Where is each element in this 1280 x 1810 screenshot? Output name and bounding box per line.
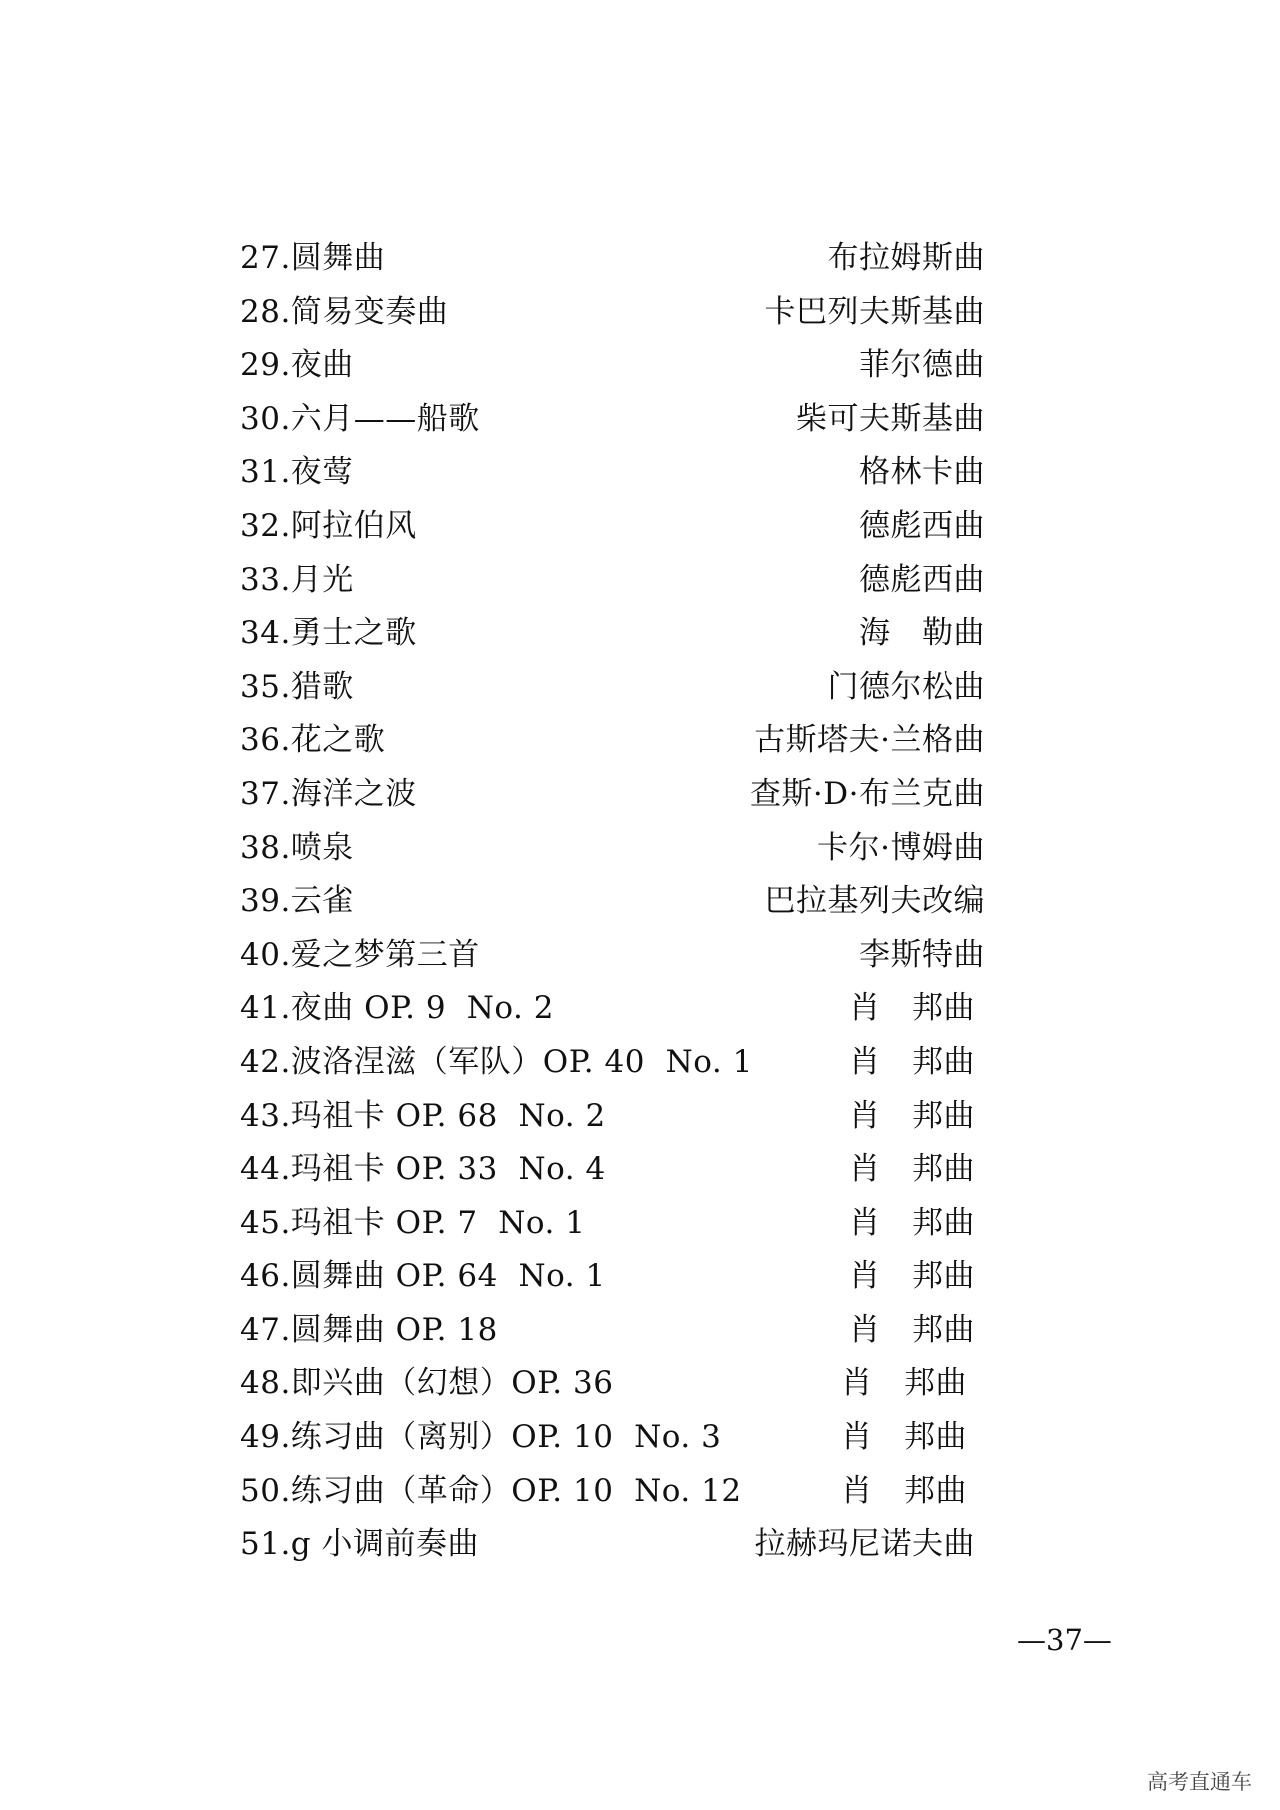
list-item bbox=[240, 661, 985, 715]
piece-title: 31.夜莺 bbox=[240, 454, 354, 491]
piece-title: 35.猎歌 bbox=[240, 668, 354, 705]
list-item bbox=[240, 768, 985, 822]
composer-name: 格林卡曲 bbox=[859, 454, 985, 491]
composer-name: 卡尔·博姆曲 bbox=[817, 829, 985, 866]
composer-name: 古斯塔夫·兰格曲 bbox=[754, 722, 985, 759]
piece-title: 36.花之歌 bbox=[240, 722, 386, 759]
list-item bbox=[240, 554, 985, 608]
list-item bbox=[240, 875, 985, 929]
list-item bbox=[240, 1143, 985, 1197]
composer-name: 肖 邦曲 bbox=[849, 1097, 975, 1134]
piece-title: 38.喷泉 bbox=[240, 829, 354, 866]
list-item bbox=[240, 232, 985, 286]
list-item bbox=[240, 339, 985, 393]
list-item bbox=[240, 607, 985, 661]
list-item bbox=[240, 982, 985, 1036]
piece-title: 51.g 小调前奏曲 bbox=[240, 1526, 479, 1563]
piece-title: 40.爱之梦第三首 bbox=[240, 936, 480, 973]
piece-title: 37.海洋之波 bbox=[240, 775, 417, 812]
piece-title: 34.勇士之歌 bbox=[240, 615, 417, 652]
piece-title: 46.圆舞曲 OP. 64 No. 1 bbox=[240, 1258, 606, 1295]
composer-name: 菲尔德曲 bbox=[859, 347, 985, 384]
piece-title: 44.玛祖卡 OP. 33 No. 4 bbox=[240, 1151, 606, 1188]
composer-name: 肖 邦曲 bbox=[849, 1043, 975, 1080]
piece-title: 50.练习曲（革命）OP. 10 No. 12 bbox=[240, 1472, 742, 1509]
list-item bbox=[240, 714, 985, 768]
piece-title: 47.圆舞曲 OP. 18 bbox=[240, 1311, 498, 1348]
list-item bbox=[240, 1465, 985, 1519]
piece-title: 30.六月——船歌 bbox=[240, 400, 480, 437]
list-item bbox=[240, 1411, 985, 1465]
list-item bbox=[240, 822, 985, 876]
piece-title: 48.即兴曲（幻想）OP. 36 bbox=[240, 1365, 614, 1402]
list-item bbox=[240, 500, 985, 554]
composer-name: 肖 邦曲 bbox=[841, 1365, 967, 1402]
piece-title: 49.练习曲（离别）OP. 10 No. 3 bbox=[240, 1419, 722, 1456]
list-item bbox=[240, 1197, 985, 1251]
list-item bbox=[240, 1250, 985, 1304]
composer-name: 德彪西曲 bbox=[859, 561, 985, 598]
list-item bbox=[240, 929, 985, 983]
composer-name: 德彪西曲 bbox=[859, 507, 985, 544]
repertoire-list bbox=[240, 232, 985, 1572]
piece-title: 42.波洛涅滋（军队）OP. 40 No. 1 bbox=[240, 1043, 753, 1080]
composer-name: 肖 邦曲 bbox=[849, 990, 975, 1027]
composer-name: 拉赫玛尼诺夫曲 bbox=[754, 1526, 975, 1563]
composer-name: 门德尔松曲 bbox=[827, 668, 985, 705]
piece-title: 45.玛祖卡 OP. 7 No. 1 bbox=[240, 1204, 586, 1241]
piece-title: 41.夜曲 OP. 9 No. 2 bbox=[240, 990, 554, 1027]
list-item bbox=[240, 1357, 985, 1411]
composer-name: 柴可夫斯基曲 bbox=[796, 400, 985, 437]
list-item bbox=[240, 446, 985, 500]
piece-title: 33.月光 bbox=[240, 561, 354, 598]
watermark: 高考直通车 bbox=[1147, 1770, 1252, 1794]
list-item bbox=[240, 1090, 985, 1144]
list-item bbox=[240, 393, 985, 447]
composer-name: 巴拉基列夫改编 bbox=[764, 883, 985, 920]
piece-title: 29.夜曲 bbox=[240, 347, 354, 384]
composer-name: 肖 邦曲 bbox=[841, 1419, 967, 1456]
list-item bbox=[240, 286, 985, 340]
composer-name: 查斯·D·布兰克曲 bbox=[749, 775, 985, 812]
composer-name: 卡巴列夫斯基曲 bbox=[764, 293, 985, 330]
list-item bbox=[240, 1304, 985, 1358]
composer-name: 布拉姆斯曲 bbox=[827, 240, 985, 276]
piece-title: 43.玛祖卡 OP. 68 No. 2 bbox=[240, 1097, 606, 1134]
composer-name: 海 勒曲 bbox=[859, 615, 985, 652]
list-item bbox=[240, 1036, 985, 1090]
composer-name: 肖 邦曲 bbox=[841, 1472, 967, 1509]
piece-title: 32.阿拉伯风 bbox=[240, 507, 417, 544]
composer-name: 肖 邦曲 bbox=[849, 1311, 975, 1348]
piece-title: 28.简易变奏曲 bbox=[240, 293, 449, 330]
composer-name: 肖 邦曲 bbox=[849, 1258, 975, 1295]
composer-name: 李斯特曲 bbox=[859, 936, 985, 973]
piece-title: 27.圆舞曲 bbox=[240, 240, 386, 276]
list-item bbox=[240, 1518, 985, 1572]
composer-name: 肖 邦曲 bbox=[849, 1204, 975, 1241]
composer-name: 肖 邦曲 bbox=[849, 1151, 975, 1188]
page-number: —37— bbox=[1017, 1623, 1112, 1657]
piece-title: 39.云雀 bbox=[240, 883, 354, 920]
